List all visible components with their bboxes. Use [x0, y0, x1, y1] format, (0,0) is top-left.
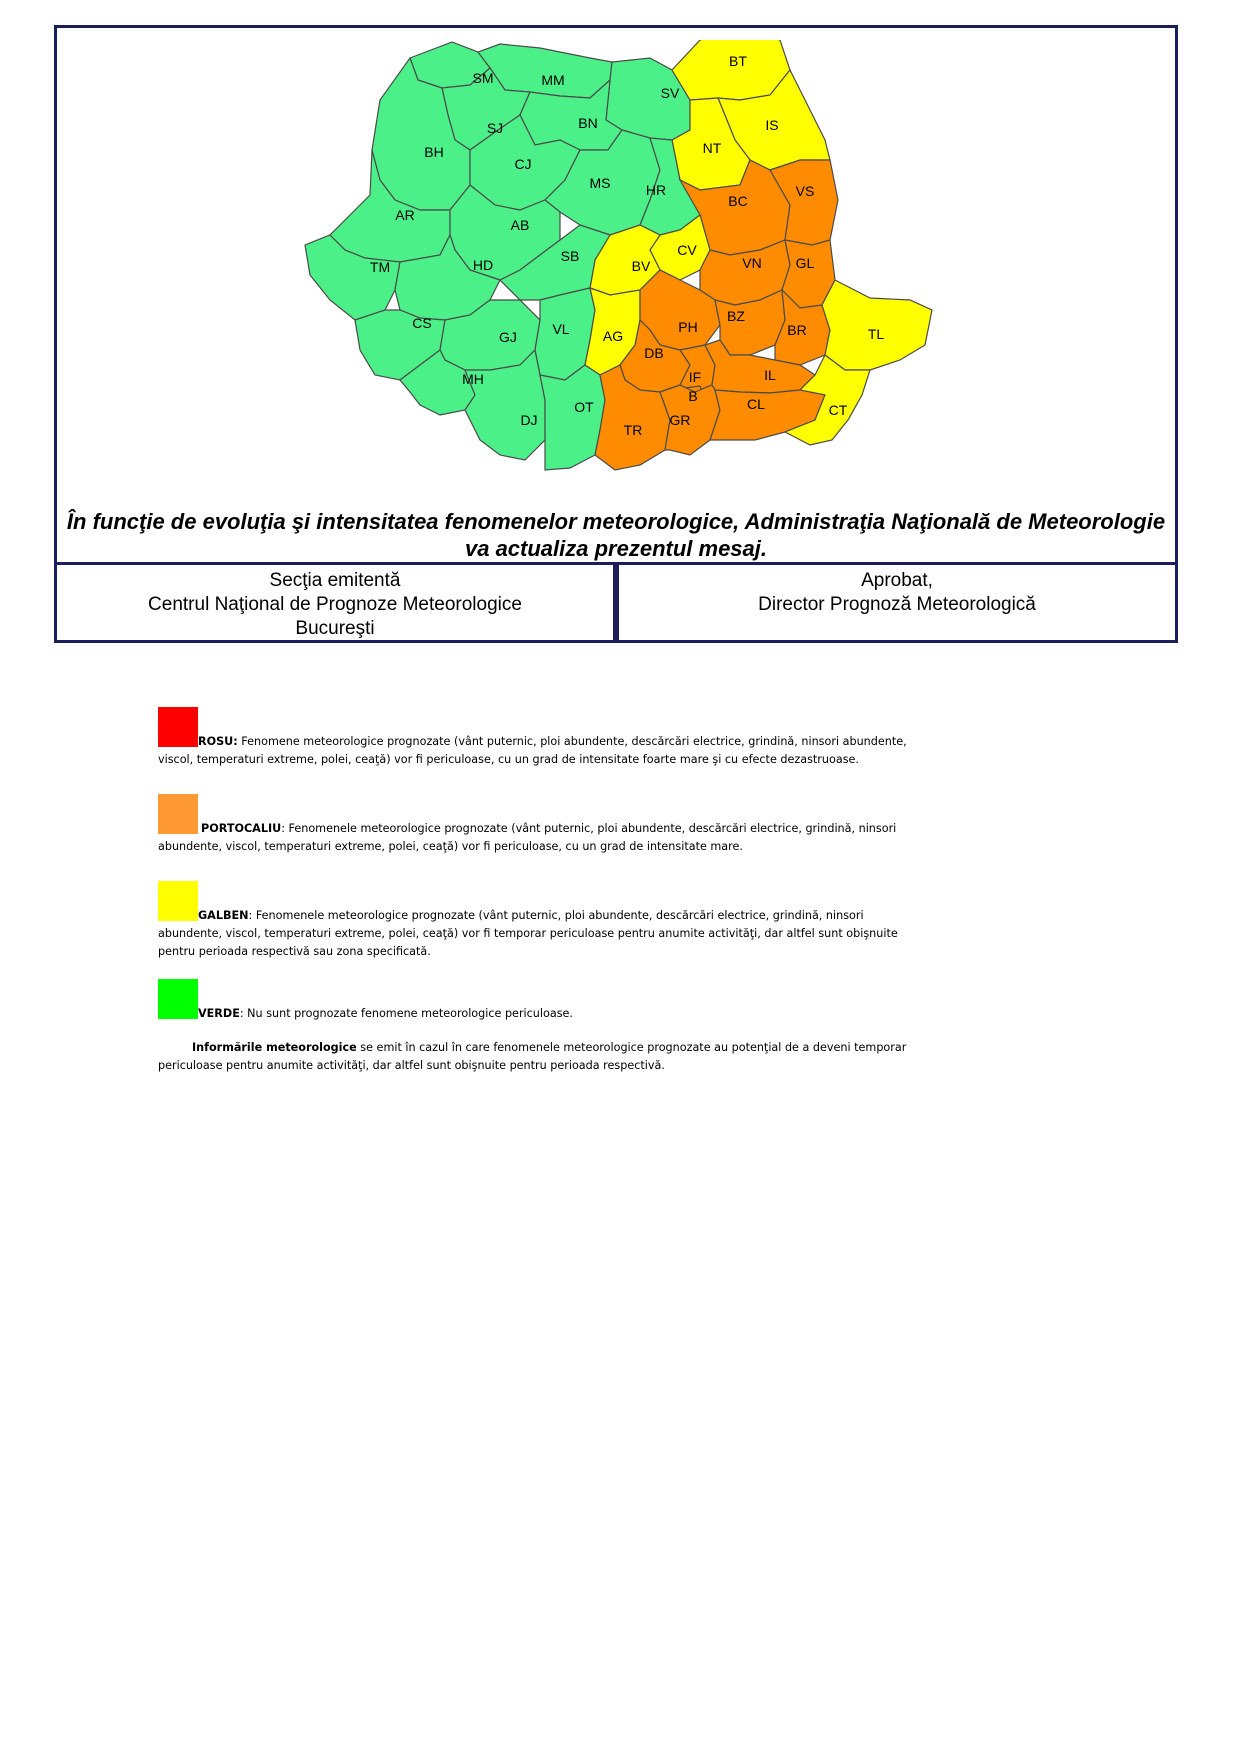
- county-label-mh: MH: [462, 371, 484, 387]
- county-label-vs: VS: [795, 183, 815, 199]
- county-label-ph: PH: [678, 319, 698, 335]
- legend-portocaliu: [158, 820, 928, 856]
- county-label-tr: TR: [623, 422, 643, 438]
- legend-rosu: [158, 733, 928, 769]
- county-label-ms: MS: [589, 175, 611, 191]
- legend-verde-text: : Nu sunt prognozate fenomene meteorologice periculoase.: [239, 1007, 573, 1020]
- county-label-hd: HD: [472, 257, 494, 273]
- county-label-ag: AG: [602, 328, 624, 344]
- county-label-ct: CT: [828, 402, 848, 418]
- county-label-bc: BC: [728, 193, 748, 209]
- county-label-gj: GJ: [499, 329, 517, 345]
- informari-label: Informările meteorologice: [192, 1041, 357, 1054]
- legend-verde: [158, 1005, 928, 1023]
- signature-box: [54, 562, 1178, 643]
- county-label-ot: OT: [574, 399, 594, 415]
- county-label-is: IS: [765, 117, 779, 133]
- county-label-b: B: [688, 388, 698, 404]
- romania-warning-map: [300, 40, 950, 480]
- county-label-dj: DJ: [520, 412, 538, 428]
- issuing-city: Bucureşti: [295, 618, 375, 639]
- county-label-bn: BN: [578, 115, 598, 131]
- county-label-ar: AR: [395, 207, 415, 223]
- update-notice: În funcţie de evoluţia şi intensitatea fenomenelor meteorologice, Administraţia Naţională de Meteorologie va actualiza prezentul mesaj.: [66, 509, 1166, 561]
- county-label-tl: TL: [867, 326, 885, 342]
- approval-section: [616, 565, 1178, 643]
- legend-rosu-label: ROSU:: [198, 735, 238, 748]
- county-label-sv: SV: [660, 85, 680, 101]
- legend-galben-label: GALBEN: [198, 909, 249, 922]
- county-label-if: IF: [688, 369, 702, 385]
- issuing-center-name: Centrul Naţional de Prognoze Meteorologice: [148, 594, 522, 615]
- legend-verde-label: VERDE: [198, 1007, 240, 1020]
- county-tl: [822, 280, 932, 370]
- issuing-section: [54, 565, 616, 643]
- county-label-nt: NT: [702, 140, 722, 156]
- informari-note: [158, 1039, 928, 1075]
- approval-role: Director Prognoză Meteorologică: [758, 594, 1036, 615]
- county-label-cl: CL: [747, 396, 765, 412]
- informari-text: se emit în cazul în care fenomenele meteorologice prognozate au potenţial de a deveni temporar periculoase pentru anumite activităţi, dar altfel sunt obişnuite pentru perioada respectivă.: [158, 1041, 907, 1072]
- county-label-cj: CJ: [514, 156, 532, 172]
- legend-portocaliu-text: : Fenomenele meteorologice prognozate (vânt puternic, ploi abundente, descărcări electrice, grindină, ninsori abundente, viscol, temperaturi extreme, polei, ceaţă) vor fi periculoase, cu un grad de intensitate mare.: [158, 822, 897, 853]
- county-label-sb: SB: [560, 248, 580, 264]
- legend-galben-text: : Fenomenele meteorologice prognozate (vânt puternic, ploi abundente, descărcări electrice, grindină, ninsori abundente, viscol, temperaturi extreme, polei, ceaţă) vor fi temporar periculoase pentru anumite activităţi, dar altfel sunt obişnuite pentru perioada respectivă sau zona specificată.: [158, 909, 898, 958]
- county-bt: [672, 40, 790, 100]
- legend-portocaliu-label: PORTOCALIU: [201, 822, 282, 835]
- county-label-mm: MM: [541, 72, 565, 88]
- county-label-bv: BV: [631, 258, 651, 274]
- county-label-cs: CS: [412, 315, 432, 331]
- county-label-il: IL: [764, 367, 776, 383]
- county-label-ab: AB: [510, 217, 530, 233]
- legend-galben: [158, 907, 928, 961]
- county-label-br: BR: [787, 322, 807, 338]
- county-label-bz: BZ: [727, 308, 745, 324]
- approval-title: Aprobat,: [861, 570, 933, 591]
- county-label-bh: BH: [424, 144, 444, 160]
- issuing-section-title: Secţia emitentă: [269, 570, 401, 591]
- county-label-bt: BT: [729, 53, 747, 69]
- county-label-sm: SM: [472, 70, 494, 86]
- county-label-vn: VN: [742, 255, 762, 271]
- county-label-gl: GL: [795, 255, 815, 271]
- county-label-gr: GR: [669, 412, 691, 428]
- county-label-tm: TM: [369, 259, 391, 275]
- county-label-vl: VL: [552, 321, 570, 337]
- county-label-sj: SJ: [486, 120, 504, 136]
- legend-rosu-text: Fenomene meteorologice prognozate (vânt puternic, ploi abundente, descărcări electrice, grindină, ninsori abundente, viscol, temperaturi extreme, polei, ceaţă) vor fi periculoase, cu un grad de intensitate foarte mare şi cu efecte dezastruoase.: [158, 735, 907, 766]
- county-label-cv: CV: [677, 242, 697, 258]
- county-label-hr: HR: [645, 182, 667, 198]
- county-label-db: DB: [644, 345, 664, 361]
